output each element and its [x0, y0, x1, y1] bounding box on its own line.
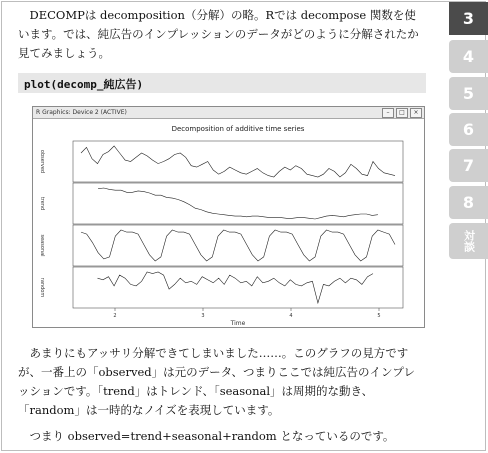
r-graphics-window	[32, 106, 425, 328]
intro-paragraph: DECOMPは decomposition（分解）の略。Rでは decompose 関数を使います。では、純広告のインプレッションのデータがどのように分解されたか見てみましょう。	[18, 8, 419, 60]
chapter-tab-6[interactable]: 6	[449, 113, 488, 146]
chapter-tab-3[interactable]: 3	[449, 2, 488, 35]
chapter-tab-taidan-label: 対談	[462, 230, 476, 252]
code-line: plot(decomp_純広告)	[18, 73, 426, 93]
panel-label-seasonal: seasonal	[39, 234, 45, 257]
panel-frame-observed	[73, 141, 403, 182]
x-tick-label-3: 3	[201, 313, 205, 319]
close-button[interactable]: ×	[410, 108, 422, 118]
x-tick-label-4: 4	[289, 313, 293, 319]
series-line-seasonal	[81, 230, 395, 261]
panel-label-trend: trend	[39, 196, 45, 211]
chapter-tab-4[interactable]: 4	[449, 40, 488, 73]
x-axis-label: Time	[230, 320, 246, 327]
series-line-trend	[98, 188, 378, 219]
r-window-title: R Graphics: Device 2 (ACTIVE)	[36, 109, 127, 116]
panel-frame-trend	[73, 183, 403, 224]
series-line-random	[98, 272, 374, 303]
summary-paragraph: つまり observed=trend+seasonal+random となっているのです。	[18, 429, 395, 443]
decomposition-chart	[33, 119, 424, 327]
chart-title: Decomposition of additive time series	[171, 125, 305, 133]
chapter-tab-5[interactable]: 5	[449, 77, 488, 110]
maximize-button[interactable]: □	[396, 108, 408, 118]
chapter-tab-8[interactable]: 8	[449, 186, 488, 219]
explanation-paragraph: あまりにもアッサリ分解できてしまいました……。このグラフの見方ですが、一番上の「observed」は元のデータ、つまりここでは純広告のインプレッションです。「trend」はトレンド、「seasonal」は周期的な動き、「random」は一時的なノイズを表現しています。	[18, 346, 416, 417]
panel-label-observed: observed	[39, 149, 45, 174]
panel-frame-seasonal	[73, 225, 403, 266]
r-window-titlebar	[33, 107, 424, 119]
series-line-observed	[81, 146, 395, 177]
panel-label-random: random	[39, 277, 45, 298]
x-tick-label-5: 5	[377, 313, 381, 319]
minimize-button[interactable]: –	[382, 108, 394, 118]
chapter-tab-7[interactable]: 7	[449, 149, 488, 182]
chapter-tab-taidan[interactable]	[449, 223, 488, 259]
x-tick-label-2: 2	[113, 313, 117, 319]
panel-frame-random	[73, 267, 403, 308]
